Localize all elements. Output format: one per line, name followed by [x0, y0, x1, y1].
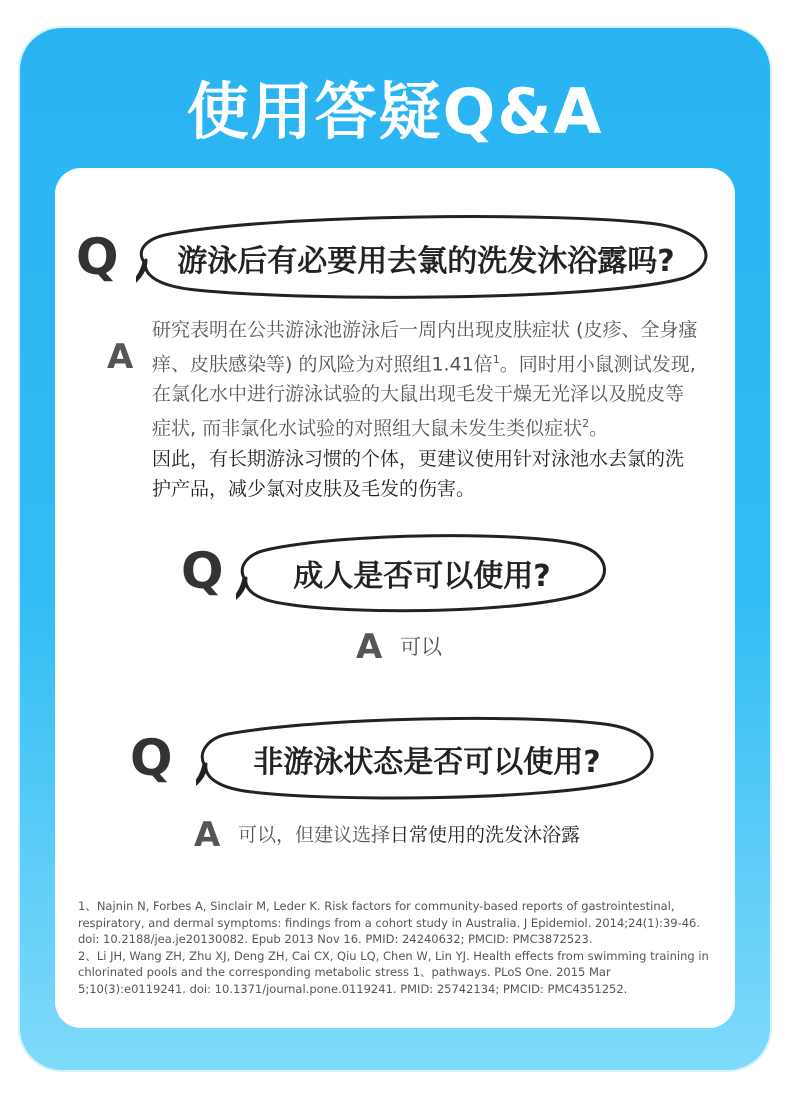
question-bubble-1	[136, 212, 716, 304]
answer-text-1: 研究表明在公共游泳池游泳后一周内出现皮肤症状 (皮疹、全身瘙痒、皮肤感染等) 的风险为对照组1.41倍$^1$。同时用小鼠测试发现, 在氯化水中进行游泳试验的大鼠出现毛发干燥无光泽以及脱皮等症状, 而非氯化水试验的对照组大鼠未发生类似症状$^2$。 因此，有长期游泳习惯的个体，更建议使用针对泳池水去氯的洗护产品，减少氯对皮肤及毛发的伤害。	[152, 315, 700, 504]
answer-text-3: 可以，但建议选择日常使用的洗发沐浴露	[238, 824, 581, 846]
a-icon: A	[194, 815, 221, 855]
answer-text-2: 可以	[400, 635, 442, 659]
a-icon: A	[356, 627, 383, 667]
q-icon: Q	[181, 542, 224, 600]
question-text-1: 游泳后有必要用去氯的洗发沐浴露吗?	[177, 244, 675, 279]
q-icon: Q	[130, 729, 173, 787]
q-icon: Q	[76, 228, 119, 286]
question-bubble-3	[196, 714, 658, 804]
references	[78, 898, 718, 997]
question-text-2: 成人是否可以使用?	[293, 559, 551, 594]
question-text-3: 非游泳状态是否可以使用?	[253, 745, 601, 780]
question-bubble-2	[236, 530, 608, 616]
page-title: 使用答疑Q&A	[186, 75, 604, 148]
reference-2: 2、Li JH, Wang ZH, Zhu XJ, Deng ZH, Cai CX, Qiu LQ, Chen W, Lin YJ. Health effects from swimming training in chlorinated pools and the corresponding metabolic stress 1、pathways. PLoS One. 2015 Mar 5;10(3):e0119241. doi: 10.1371/journal.pone.0119241. PMID: 25742134; PMCID: PMC4351252.	[78, 948, 709, 996]
a-icon: A	[107, 337, 134, 377]
answer-conclusion-1: 因此，有长期游泳习惯的个体，更建议使用针对泳池水去氯的洗护产品，减少氯对皮肤及毛发的伤害。	[152, 447, 685, 500]
reference-1: 1、Najnin N, Forbes A, Sinclair M, Leder K. Risk factors for community-based reports of gastrointestinal, respiratory, and dermal symptoms: findings from a cohort study in Australia. J Epidemiol. 2014;24(1):39-46. doi: 10.2188/jea.je20130082. Epub 2013 Nov 16. PMID: 24240632; PMCID: PMC3872523.	[78, 899, 701, 946]
